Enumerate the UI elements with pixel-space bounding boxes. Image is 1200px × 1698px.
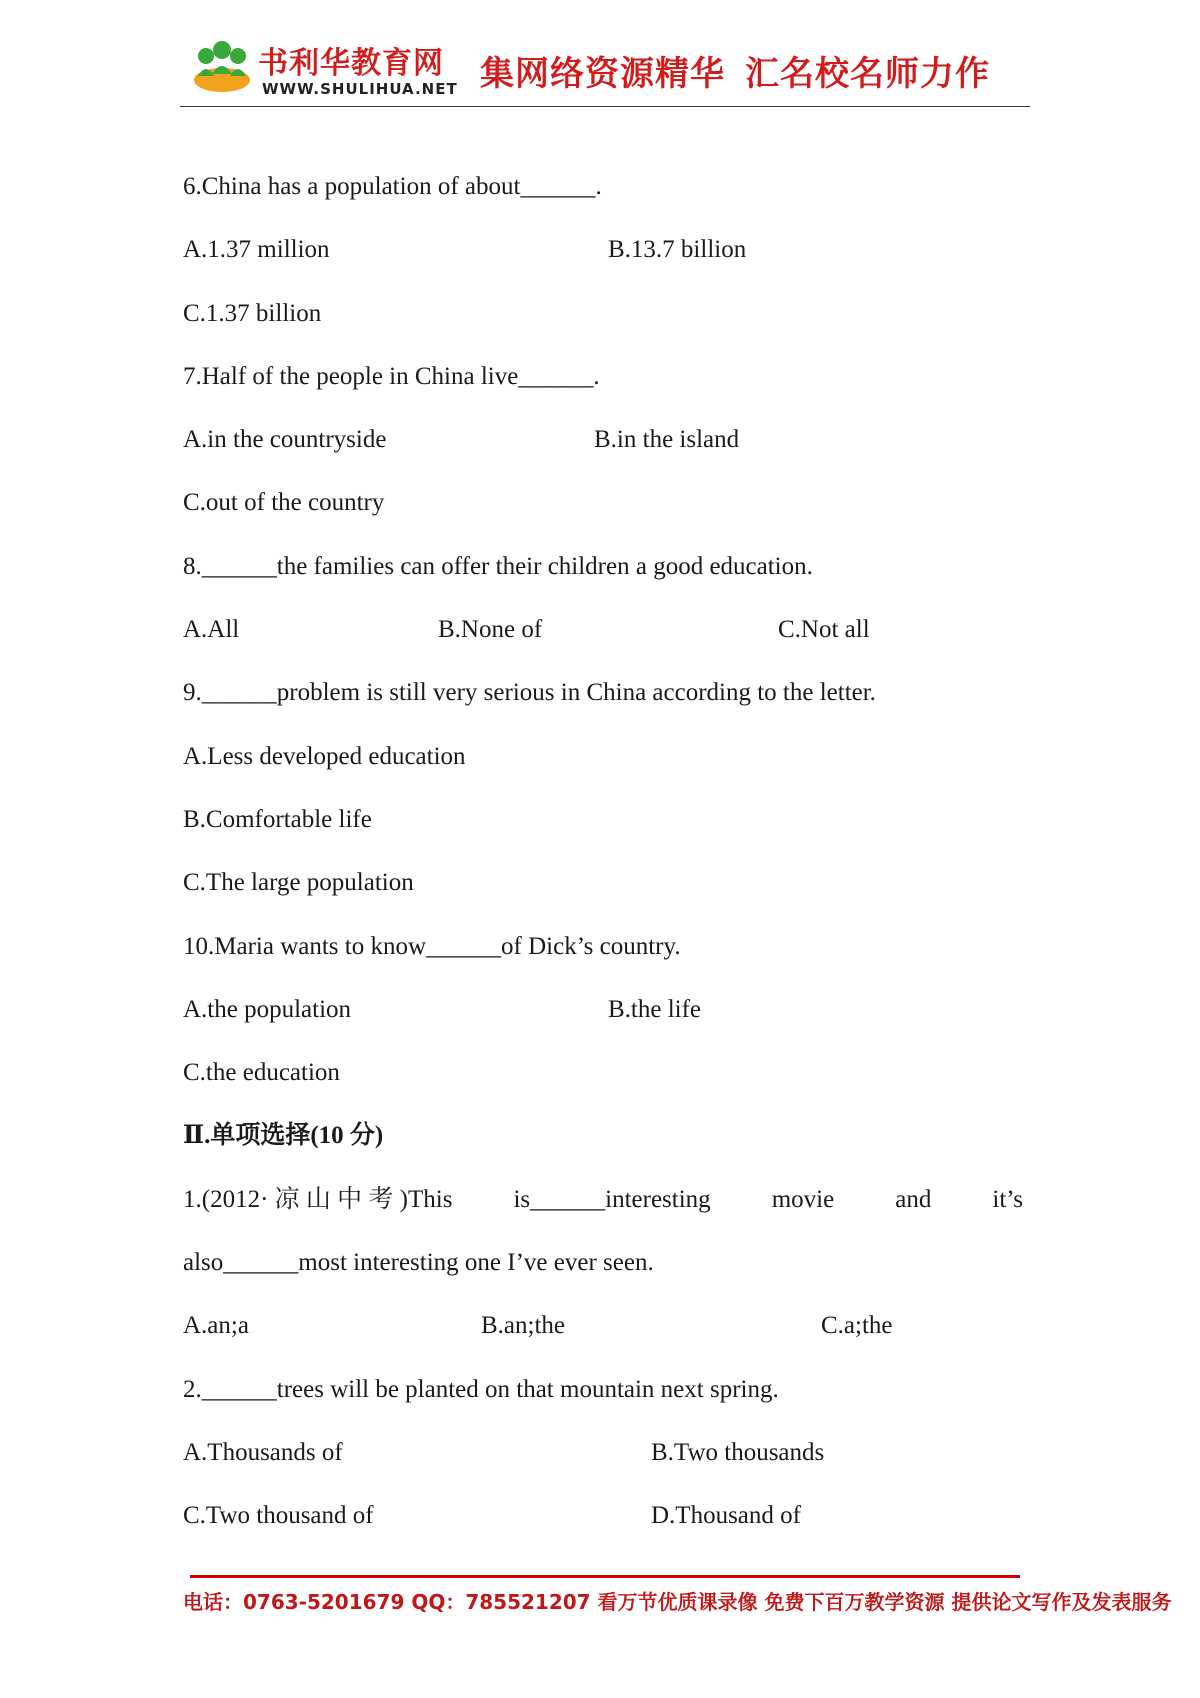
option-row [183, 218, 1033, 281]
question-stem-continued: also______most interesting one I’ve ever seen. [183, 1249, 654, 1277]
stem-word: 1.(2012· 凉 山 中 考 )This [183, 1185, 453, 1213]
option: B.an;the [481, 1312, 566, 1340]
page-header [180, 28, 1030, 107]
worksheet-body [183, 155, 1033, 1548]
option: A.Thousands of [183, 1438, 343, 1466]
option: A.All [183, 616, 240, 644]
option: A.Less developed education [183, 742, 466, 770]
stem-word: is______interesting [513, 1185, 711, 1213]
stem-word: movie [771, 1185, 835, 1213]
question-stem: 9.______problem is still very serious in China according to the letter. [183, 679, 876, 707]
footer-contact: 电话：0763-5201679 QQ：785521207 看万节优质课录像 免费下百万教学资源 提供论文写作及发表服务 [183, 1590, 1172, 1614]
option: C.The large population [183, 869, 414, 897]
header-slogan [480, 46, 990, 95]
option-row [183, 978, 1033, 1041]
footer-divider [190, 1575, 1020, 1578]
option: A.an;a [183, 1312, 249, 1340]
option-row [183, 1421, 1033, 1484]
stem-word: and [895, 1185, 932, 1213]
slogan-right: 汇名校名师力作 [745, 54, 990, 94]
option: B.None of [438, 616, 543, 644]
logo-name: 书利华教育网 [258, 46, 444, 81]
question-stem: 8.______the families can offer their children a good education. [183, 552, 813, 580]
section-title: Ⅱ.单项选择(10 分) [183, 1122, 384, 1150]
option: C.a;the [821, 1312, 893, 1340]
option: B.the life [608, 995, 702, 1023]
option: B.in the island [594, 426, 740, 454]
option: B.Comfortable life [183, 805, 372, 833]
option: C.out of the country [183, 489, 385, 517]
option: C.Not all [778, 616, 870, 644]
option-row [183, 408, 1033, 471]
stem-word: it’s [992, 1185, 1023, 1213]
option-row [183, 1294, 1033, 1357]
slogan-left: 集网络资源精华 [480, 54, 725, 94]
option: D.Thousand of [651, 1502, 801, 1530]
option-row [183, 598, 1033, 661]
logo-url: WWW.SHULIHUA.NET [262, 80, 458, 98]
logo-icon [192, 36, 252, 96]
question-stem: 7.Half of the people in China live______. [183, 362, 600, 390]
question-stem: 6.China has a population of about______. [183, 173, 602, 200]
option-row [183, 1484, 1033, 1547]
option: C.Two thousand of [183, 1502, 374, 1530]
question-stem [183, 1168, 1023, 1231]
option: C.1.37 billion [183, 299, 322, 327]
question-stem: 2.______trees will be planted on that mountain next spring. [183, 1375, 779, 1403]
option: A.1.37 million [183, 236, 330, 264]
question-stem: 10.Maria wants to know______of Dick’s country. [183, 932, 681, 960]
option: A.the population [183, 995, 352, 1023]
option: B.Two thousands [651, 1438, 825, 1466]
option: A.in the countryside [183, 426, 387, 454]
option: B.13.7 billion [608, 236, 747, 264]
option: C.the education [183, 1059, 340, 1087]
